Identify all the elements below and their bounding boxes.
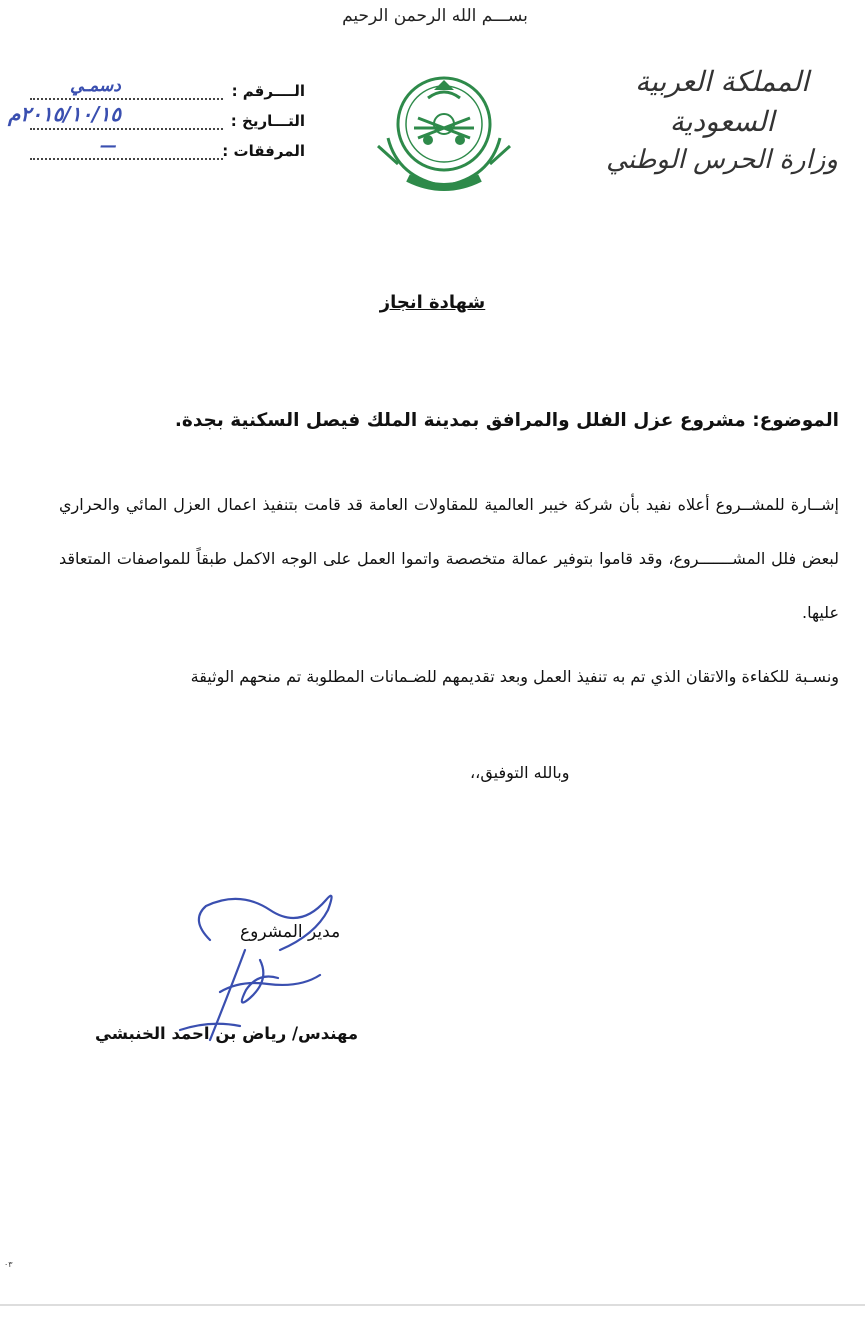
reference-block xyxy=(8,70,305,160)
kingdom-name: المملكة العربية السعودية xyxy=(635,65,809,138)
ministry-name: وزارة الحرس الوطني xyxy=(606,145,838,175)
signer-name: مهندس/ رياض بن احمد الخنبشي xyxy=(95,1024,359,1043)
number-value: دسمـي xyxy=(70,76,121,96)
closing-text: وبالله التوفيق،، xyxy=(470,763,570,782)
attachments-row xyxy=(30,130,305,160)
signer-title: مدير المشروع xyxy=(240,922,341,942)
footer-code: ٠٣ xyxy=(4,1260,13,1269)
date-row xyxy=(8,100,305,130)
document-title: شهادة انجاز xyxy=(379,292,486,313)
date-label: التـــاريخ : xyxy=(230,112,305,130)
number-row xyxy=(30,70,305,100)
national-guard-emblem-icon xyxy=(368,68,520,200)
date-value: ٢٠١٥/١٠/١٥م xyxy=(8,102,121,126)
number-label: الــــرقم : xyxy=(231,82,305,100)
paragraph-1: إشــارة للمشــروع أعلاه نفيد بأن شركة خيبر العالمية للمقاولات العامة قد قامت بتنفيذ اعمال العزل المائي والحراري لبعض فلل المشـــــــروع، وقد قاموا بتوفير عمالة متخصصة واتموا العمل على الوجه الاكمل طبقاً للمواصفات المتعاقد عليها. xyxy=(59,495,839,622)
attachments-label: المرفقات : xyxy=(222,142,305,160)
subject-line: الموضوع: مشروع عزل الفلل والمرافق بمدينة الملك فيصل السكنية بجدة. xyxy=(174,410,839,431)
paragraph-2: ونسـبة للكفاءة والاتقان الذي تم به تنفيذ العمل وبعد تقديمهم للضـمانات المطلوبة تم منحهم الوثيقة xyxy=(190,667,839,686)
attachments-value: — xyxy=(100,136,117,156)
kingdom-header xyxy=(597,62,847,178)
footer-divider xyxy=(0,1304,865,1306)
basmala-text: بســـم الله الرحمن الرحيم xyxy=(342,6,528,26)
